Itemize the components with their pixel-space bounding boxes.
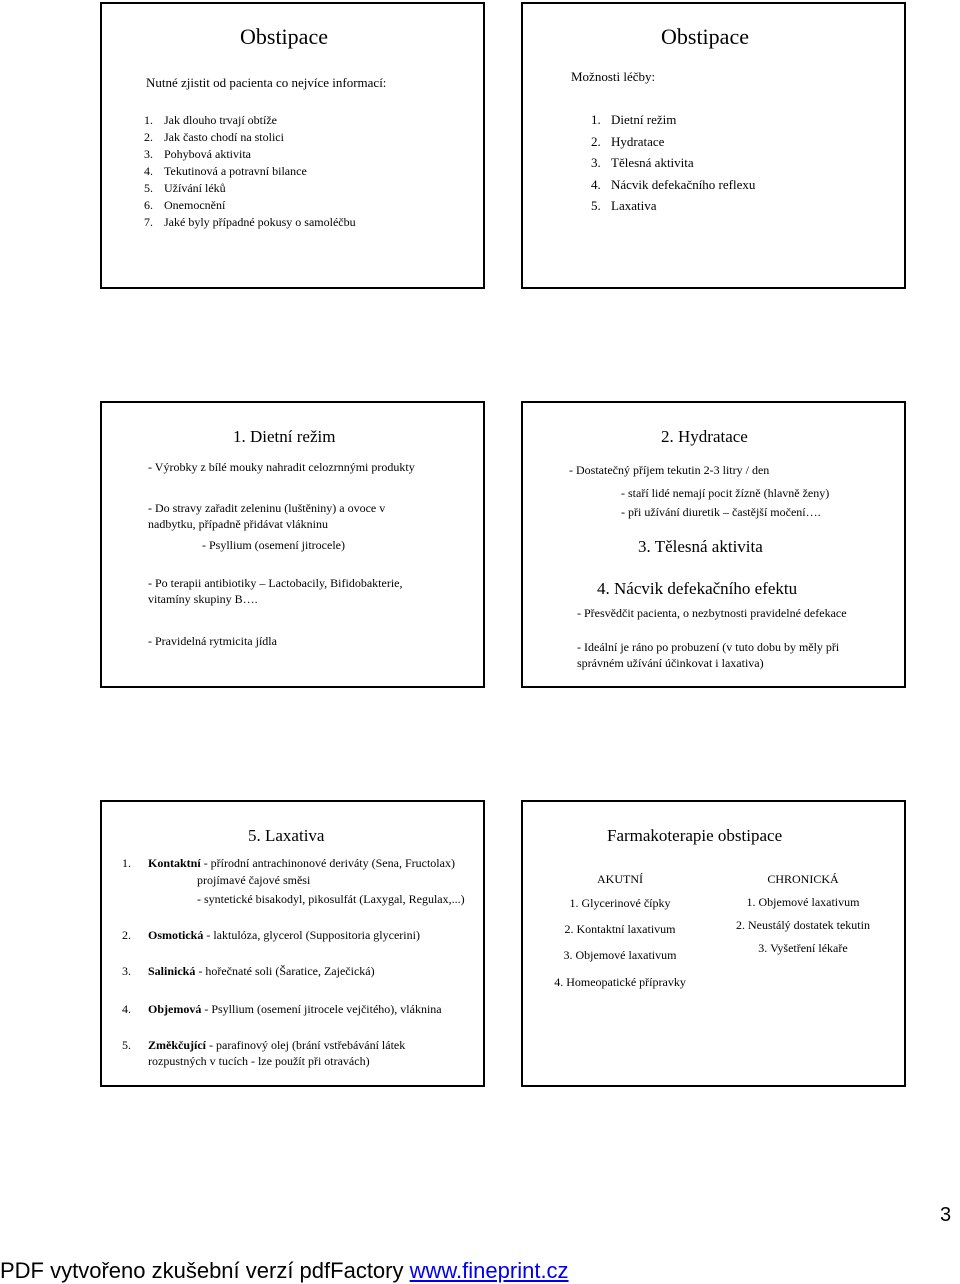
list-item: 3. Tělesná aktivita: [591, 155, 694, 170]
list-item: Osmotická - laktulóza, glycerol (Suppositoria glycerini): [148, 928, 420, 942]
list-item: 5. Užívání léků: [144, 181, 226, 195]
list-item: 4. Homeopatické přípravky: [554, 975, 686, 989]
paragraph: - Po terapii antibiotiky – Lactobacily, Bifidobakterie,: [148, 576, 403, 590]
section-heading: 4. Nácvik defekačního efektu: [597, 579, 798, 598]
column-header-chronicka: CHRONICKÁ: [767, 872, 839, 886]
list-item: 5. Laxativa: [591, 198, 657, 213]
slide-laxativa: [100, 800, 485, 1087]
slide-title: Obstipace: [240, 24, 328, 49]
paragraph: - Do stravy zařadit zeleninu (luštěniny) a ovoce v: [148, 501, 386, 515]
page-number: 3: [940, 1204, 952, 1226]
list-item: 2. Neustálý dostatek tekutin: [736, 918, 870, 932]
list-item-continuation: rozpustných v tucích - lze použít při otravách): [148, 1054, 370, 1068]
paragraph: vitamíny skupiny B….: [148, 592, 258, 606]
slide-dietni-rezim: [100, 401, 485, 688]
slide-title: Obstipace: [661, 24, 749, 49]
list-item: 3. Pohybová aktivita: [144, 147, 251, 161]
list-number: 1.: [122, 856, 131, 870]
slide-title: 5. Laxativa: [248, 826, 325, 845]
paragraph: správném užívání účinkovat i laxativa): [577, 656, 764, 670]
footer-link[interactable]: www.fineprint.cz: [409, 1258, 569, 1283]
list-item: Objemová - Psyllium (osemení jitrocele vejčitého), vláknina: [148, 1002, 442, 1016]
list-item-continuation: projímavé čajové směsi: [197, 873, 311, 887]
slide-obstipace-lecba: [521, 2, 906, 289]
list-item-continuation: - syntetické bisakodyl, pikosulfát (Laxygal, Regulax,...): [197, 892, 465, 906]
slide-hydratace: [521, 401, 906, 688]
paragraph: nadbytku, případně přidávat vlákninu: [148, 517, 328, 531]
list-item: 6. Onemocnění: [144, 198, 226, 212]
list-number: 5.: [122, 1038, 131, 1052]
list-item: Salinická - hořečnaté soli (Šaratice, Zaječická): [148, 964, 375, 978]
list-item: Kontaktní - přírodní antrachinonové deriváty (Sena, Fructolax): [148, 856, 455, 870]
list-item: 1. Dietní režim: [591, 112, 677, 127]
paragraph: - Výrobky z bílé mouky nahradit celozrnnými produkty: [148, 460, 415, 474]
paragraph: - Ideální je ráno po probuzení (v tuto dobu by měly při: [577, 640, 840, 654]
footer-text: PDF vytvořeno zkušební verzí pdfFactory: [0, 1258, 410, 1283]
slide-title: Farmakoterapie obstipace: [607, 826, 783, 845]
slide-intro: Možnosti léčby:: [571, 69, 656, 84]
list-number: 4.: [122, 1002, 131, 1016]
paragraph: - při užívání diuretik – častější močení….: [621, 505, 821, 519]
paragraph: - Psyllium (osemení jitrocele): [202, 538, 345, 552]
slide-title: 1. Dietní režim: [233, 427, 336, 446]
paragraph: - Přesvědčit pacienta, o nezbytnosti pravidelné defekace: [577, 606, 847, 620]
paragraph: - Dostatečný příjem tekutin 2-3 litry / den: [569, 463, 770, 477]
slide-intro: Nutné zjistit od pacienta co nejvíce informací:: [146, 75, 387, 90]
list-number: 3.: [122, 964, 131, 978]
list-item: 1. Objemové laxativum: [746, 895, 860, 909]
info-list: [144, 112, 356, 231]
list-item: 2. Hydratace: [591, 133, 665, 149]
column-header-akutni: AKUTNÍ: [597, 872, 643, 886]
list-item: 4. Nácvik defekačního reflexu: [591, 176, 756, 192]
list-item: Změkčující - parafinový olej (brání vstřebávání látek: [148, 1038, 406, 1052]
pdf-footer: [0, 1258, 569, 1284]
slide-farmakoterapie: [521, 800, 906, 1087]
paragraph: - staří lidé nemají pocit žízně (hlavně ženy): [621, 486, 830, 500]
list-item: 2. Jak často chodí na stolici: [144, 130, 284, 144]
list-item: 4. Tekutinová a potravní bilance: [144, 164, 307, 178]
list-item: 7. Jaké byly případné pokusy o samoléčbu: [144, 215, 356, 229]
slide-obstipace-informace: [100, 2, 485, 289]
paragraph: - Pravidelná rytmicita jídla: [148, 634, 277, 648]
list-number: 2.: [122, 928, 131, 942]
list-item: 1. Jak dlouho trvají obtíže: [144, 113, 277, 127]
list-item: 1. Glycerinové čípky: [569, 896, 671, 910]
list-item: 2. Kontaktní laxativum: [564, 922, 676, 936]
list-item: 3. Vyšetření lékaře: [758, 941, 848, 955]
treatment-list: [591, 109, 755, 217]
list-item: 3. Objemové laxativum: [563, 948, 677, 962]
slide-title: 2. Hydratace: [661, 427, 748, 446]
section-heading: 3. Tělesná aktivita: [638, 537, 763, 556]
